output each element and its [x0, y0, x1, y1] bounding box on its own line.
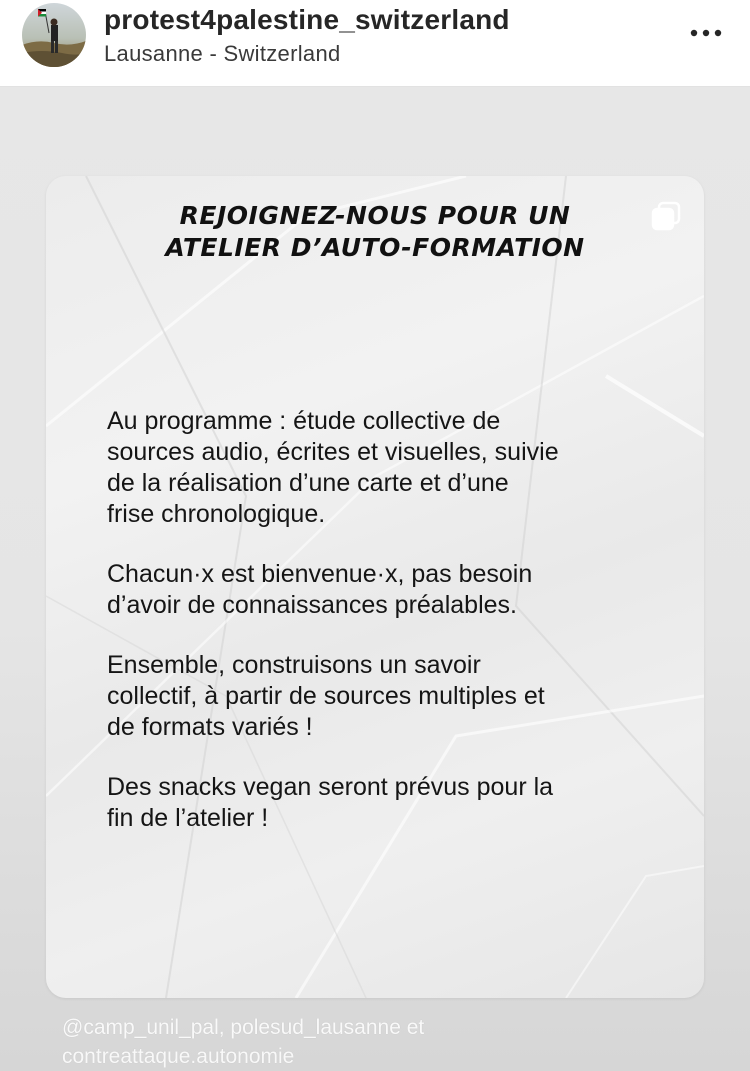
post-location[interactable]: Lausanne - Switzerland: [104, 41, 341, 66]
post-header: [0, 0, 750, 87]
paragraph-together: Ensemble, construisons un savoir collectif, à partir de sources multiples et de formats variés !: [107, 651, 545, 741]
headline-line-1: REJOIGNEZ-NOUS POUR UN: [179, 201, 571, 230]
post-body-text: [107, 406, 687, 863]
paragraph-snacks: Des snacks vegan seront prévus pour la fin de l’atelier !: [107, 773, 554, 832]
paragraph-program: Au programme : étude collective de sources audio, écrites et visuelles, suivie de la réalisation d’une carte et d’une frise chronologique.: [107, 407, 559, 528]
tagged-accounts-caption[interactable]: @camp_unil_pal, polesud_lausanne et contreattaque.autonomie: [62, 1016, 425, 1068]
post-headline: [46, 200, 704, 264]
more-horizontal-icon[interactable]: [684, 18, 728, 48]
post-image-card[interactable]: [46, 176, 704, 998]
post-username[interactable]: protest4palestine_switzerland: [104, 4, 510, 35]
profile-avatar[interactable]: [22, 3, 86, 67]
carousel-copy-icon[interactable]: [650, 200, 682, 232]
headline-line-2: ATELIER D’AUTO-FORMATION: [165, 233, 585, 262]
paragraph-welcome: Chacun·x est bienvenue·x, pas besoin d’avoir de connaissances préalables.: [107, 560, 533, 619]
